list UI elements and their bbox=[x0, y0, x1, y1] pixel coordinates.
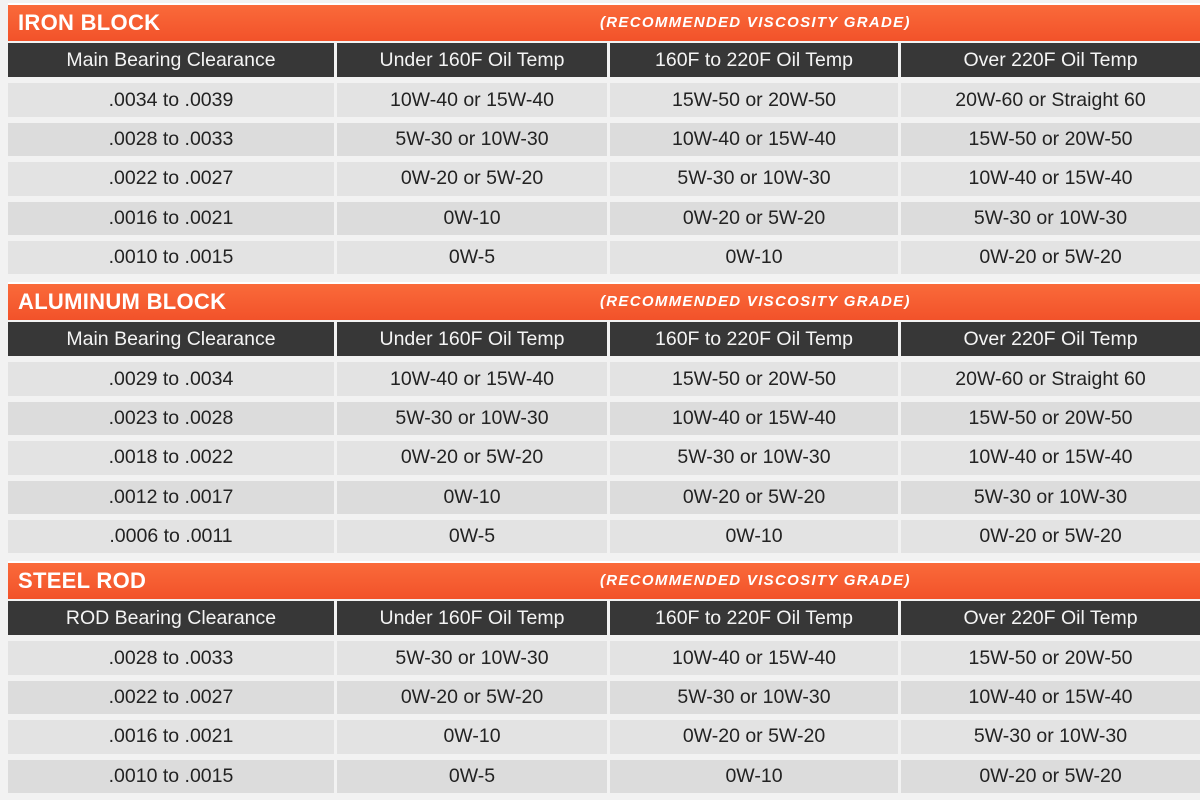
table-cell: 15W-50 or 20W-50 bbox=[901, 402, 1200, 435]
table-row bbox=[8, 399, 1200, 438]
table-cell: 15W-50 or 20W-50 bbox=[901, 123, 1200, 156]
table-cell: 5W-30 or 10W-30 bbox=[337, 641, 607, 674]
table-cell: 0W-20 or 5W-20 bbox=[610, 481, 898, 514]
table-row bbox=[8, 717, 1200, 756]
section-title: ALUMINUM BLOCK bbox=[18, 289, 227, 314]
table-cell: 10W-40 or 15W-40 bbox=[610, 641, 898, 674]
table-cell: 15W-50 or 20W-50 bbox=[610, 362, 898, 395]
table-cell: 5W-30 or 10W-30 bbox=[337, 402, 607, 435]
table-header-row bbox=[8, 41, 1200, 80]
section-title-bar bbox=[8, 561, 1200, 599]
table-cell: 0W-20 or 5W-20 bbox=[610, 720, 898, 753]
column-header: 160F to 220F Oil Temp bbox=[610, 322, 898, 356]
table-cell: 10W-40 or 15W-40 bbox=[337, 362, 607, 395]
table-cell: 0W-20 or 5W-20 bbox=[901, 760, 1200, 793]
table-cell: .0028 to .0033 bbox=[8, 641, 334, 674]
table-cell: .0006 to .0011 bbox=[8, 520, 334, 553]
table-cell: .0023 to .0028 bbox=[8, 402, 334, 435]
table-cell: 0W-5 bbox=[337, 520, 607, 553]
table-cell: 15W-50 or 20W-50 bbox=[610, 83, 898, 116]
viscosity-table bbox=[8, 41, 1200, 277]
table-cell: 0W-20 or 5W-20 bbox=[901, 241, 1200, 274]
column-header: Under 160F Oil Temp bbox=[337, 43, 607, 77]
table-cell: 0W-5 bbox=[337, 241, 607, 274]
table-cell: .0029 to .0034 bbox=[8, 362, 334, 395]
table-cell: .0022 to .0027 bbox=[8, 681, 334, 714]
table-row bbox=[8, 199, 1200, 238]
table-cell: 0W-20 or 5W-20 bbox=[337, 441, 607, 474]
column-header: Over 220F Oil Temp bbox=[901, 601, 1200, 635]
table-cell: 0W-20 or 5W-20 bbox=[610, 202, 898, 235]
section-iron-block bbox=[8, 3, 1200, 277]
table-cell: .0034 to .0039 bbox=[8, 83, 334, 116]
table-row bbox=[8, 238, 1200, 277]
table-cell: 10W-40 or 15W-40 bbox=[901, 162, 1200, 195]
table-row bbox=[8, 120, 1200, 159]
column-header: 160F to 220F Oil Temp bbox=[610, 601, 898, 635]
table-cell: 5W-30 or 10W-30 bbox=[901, 481, 1200, 514]
table-cell: 20W-60 or Straight 60 bbox=[901, 83, 1200, 116]
table-row bbox=[8, 159, 1200, 198]
table-row bbox=[8, 478, 1200, 517]
column-header: Under 160F Oil Temp bbox=[337, 601, 607, 635]
section-title: IRON BLOCK bbox=[18, 10, 161, 35]
table-cell: 10W-40 or 15W-40 bbox=[901, 441, 1200, 474]
table-cell: 0W-10 bbox=[337, 202, 607, 235]
table-row bbox=[8, 80, 1200, 119]
table-header-row bbox=[8, 599, 1200, 638]
table-cell: 5W-30 or 10W-30 bbox=[610, 441, 898, 474]
table-cell: 0W-10 bbox=[337, 481, 607, 514]
column-header: Over 220F Oil Temp bbox=[901, 43, 1200, 77]
table-cell: 20W-60 or Straight 60 bbox=[901, 362, 1200, 395]
table-header-row bbox=[8, 320, 1200, 359]
table-cell: .0012 to .0017 bbox=[8, 481, 334, 514]
table-cell: 10W-40 or 15W-40 bbox=[337, 83, 607, 116]
table-cell: 0W-5 bbox=[337, 760, 607, 793]
table-row bbox=[8, 438, 1200, 477]
column-header: Main Bearing Clearance bbox=[8, 43, 334, 77]
table-cell: 5W-30 or 10W-30 bbox=[901, 720, 1200, 753]
table-row bbox=[8, 359, 1200, 398]
table-cell: 5W-30 or 10W-30 bbox=[337, 123, 607, 156]
section-subtitle: (RECOMMENDED VISCOSITY GRADE) bbox=[600, 572, 911, 589]
table-cell: 10W-40 or 15W-40 bbox=[610, 402, 898, 435]
table-cell: .0022 to .0027 bbox=[8, 162, 334, 195]
column-header: Under 160F Oil Temp bbox=[337, 322, 607, 356]
column-header: Over 220F Oil Temp bbox=[901, 322, 1200, 356]
table-row bbox=[8, 678, 1200, 717]
section-subtitle: (RECOMMENDED VISCOSITY GRADE) bbox=[600, 293, 911, 310]
table-row bbox=[8, 517, 1200, 556]
section-steel-rod bbox=[8, 561, 1200, 796]
table-cell: .0010 to .0015 bbox=[8, 241, 334, 274]
table-cell: .0028 to .0033 bbox=[8, 123, 334, 156]
table-row bbox=[8, 757, 1200, 796]
table-cell: 0W-10 bbox=[610, 241, 898, 274]
section-title-bar bbox=[8, 3, 1200, 41]
table-cell: 5W-30 or 10W-30 bbox=[901, 202, 1200, 235]
table-cell: 0W-20 or 5W-20 bbox=[901, 520, 1200, 553]
section-title-bar bbox=[8, 282, 1200, 320]
viscosity-table bbox=[8, 320, 1200, 556]
table-cell: 10W-40 or 15W-40 bbox=[610, 123, 898, 156]
table-cell: 0W-20 or 5W-20 bbox=[337, 162, 607, 195]
section-subtitle: (RECOMMENDED VISCOSITY GRADE) bbox=[600, 14, 911, 31]
column-header: Main Bearing Clearance bbox=[8, 322, 334, 356]
table-cell: 10W-40 or 15W-40 bbox=[901, 681, 1200, 714]
table-cell: .0016 to .0021 bbox=[8, 720, 334, 753]
section-title: STEEL ROD bbox=[18, 568, 147, 593]
column-header: 160F to 220F Oil Temp bbox=[610, 43, 898, 77]
table-cell: 0W-10 bbox=[610, 520, 898, 553]
table-cell: .0016 to .0021 bbox=[8, 202, 334, 235]
section-aluminum-block bbox=[8, 282, 1200, 556]
table-cell: 5W-30 or 10W-30 bbox=[610, 162, 898, 195]
table-row bbox=[8, 638, 1200, 677]
column-header: ROD Bearing Clearance bbox=[8, 601, 334, 635]
viscosity-table bbox=[8, 599, 1200, 796]
table-cell: .0010 to .0015 bbox=[8, 760, 334, 793]
table-cell: 5W-30 or 10W-30 bbox=[610, 681, 898, 714]
table-cell: 0W-10 bbox=[610, 760, 898, 793]
table-cell: .0018 to .0022 bbox=[8, 441, 334, 474]
table-cell: 0W-10 bbox=[337, 720, 607, 753]
table-cell: 15W-50 or 20W-50 bbox=[901, 641, 1200, 674]
table-cell: 0W-20 or 5W-20 bbox=[337, 681, 607, 714]
